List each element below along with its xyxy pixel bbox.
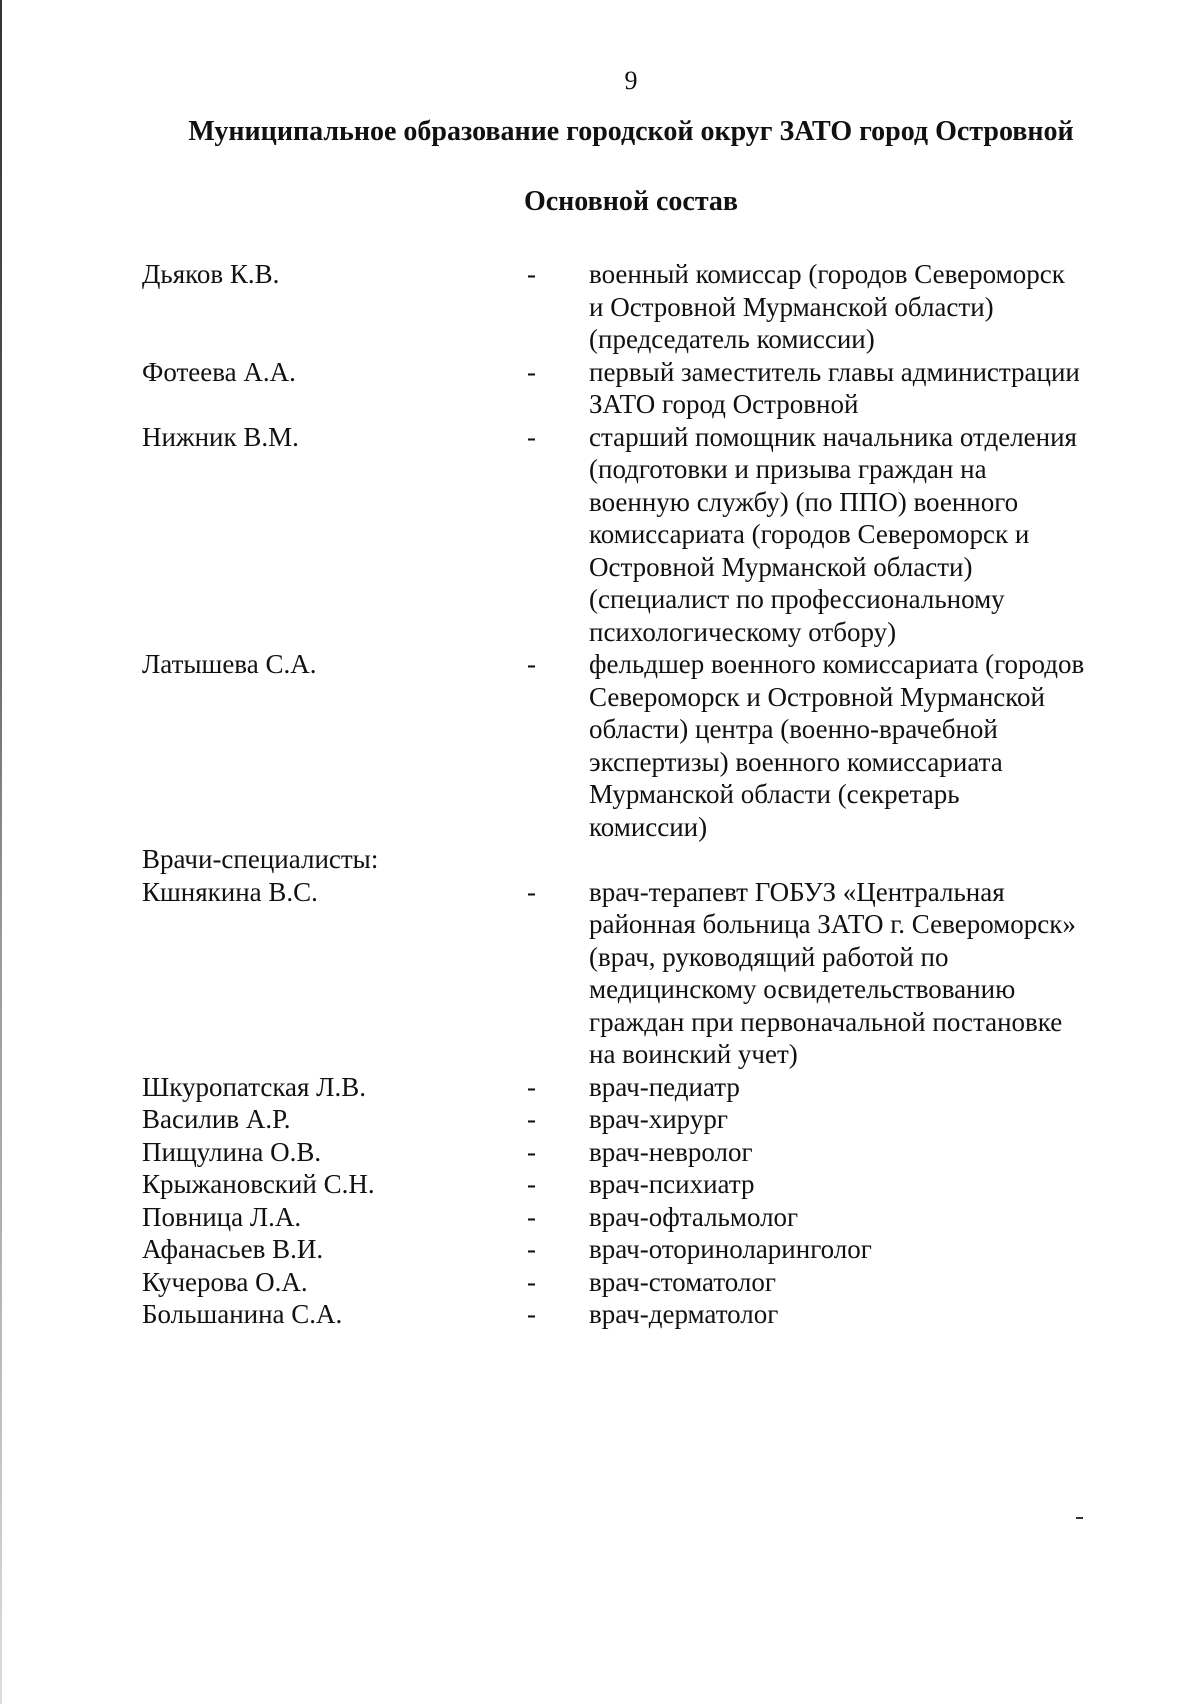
dash-separator: - bbox=[527, 1169, 536, 1199]
member-name: Шкуропатская Л.В. bbox=[142, 1071, 367, 1102]
main-members bbox=[142, 258, 1142, 843]
member-role bbox=[589, 1168, 1139, 1201]
role-line: Североморск и Островной Мурманской bbox=[589, 681, 1045, 712]
role-line: граждан при первоначальной постановке bbox=[589, 1006, 1063, 1037]
role-line: на воинский учет) bbox=[589, 1039, 798, 1069]
dash-separator: - bbox=[527, 1201, 536, 1232]
role-line: врач-дерматолог bbox=[589, 1299, 779, 1329]
role-line: психологическому отбору) bbox=[589, 616, 897, 647]
member-name: Крыжановский С.Н. bbox=[142, 1169, 375, 1199]
member-role bbox=[589, 1071, 1139, 1104]
member-row bbox=[142, 1201, 1142, 1234]
member-role bbox=[589, 1233, 1139, 1266]
role-line: военный комиссар (городов Североморск bbox=[589, 259, 1065, 289]
member-row bbox=[142, 1233, 1142, 1266]
dash-separator: - bbox=[527, 1136, 536, 1167]
member-row bbox=[142, 421, 1142, 649]
role-line: врач-педиатр bbox=[589, 1071, 740, 1102]
scan-mark bbox=[1076, 1517, 1083, 1519]
member-name: Афанасьев В.И. bbox=[142, 1234, 324, 1264]
role-line: (врач, руководящий работой по bbox=[589, 941, 949, 972]
role-line: военную службу) (по ППО) военного bbox=[589, 486, 1019, 517]
role-line: области) центра (военно-врачебной bbox=[589, 714, 998, 744]
dash-separator: - bbox=[527, 421, 536, 452]
role-line: врач-невролог bbox=[589, 1136, 753, 1167]
role-line: врач-оториноларинголог bbox=[589, 1234, 872, 1264]
role-line: комиссии) bbox=[589, 811, 708, 842]
member-row bbox=[142, 648, 1142, 843]
role-line: экспертизы) военного комиссариата bbox=[589, 746, 1003, 777]
role-line: ЗАТО город Островной bbox=[589, 389, 859, 419]
member-role bbox=[589, 1266, 1139, 1299]
role-line: врач-психиатр bbox=[589, 1169, 755, 1199]
member-role bbox=[589, 1136, 1139, 1169]
dash-separator: - bbox=[527, 1266, 536, 1297]
member-row bbox=[142, 1298, 1142, 1331]
member-row bbox=[142, 1136, 1142, 1169]
dash-separator: - bbox=[527, 1299, 536, 1329]
member-role bbox=[589, 356, 1139, 421]
member-name: Дьяков К.В. bbox=[142, 259, 280, 289]
role-line: врач-терапевт ГОБУЗ «Центральная bbox=[589, 876, 1005, 907]
member-name: Нижник В.М. bbox=[142, 421, 299, 452]
role-line: (подготовки и призыва граждан на bbox=[589, 454, 987, 484]
member-name: Латышева С.А. bbox=[142, 649, 317, 679]
role-line: комиссариата (городов Североморск и bbox=[589, 519, 1030, 549]
document-title: Муниципальное образование городской округ ЗАТО город Островной bbox=[188, 116, 1074, 147]
role-line: старший помощник начальника отделения bbox=[589, 421, 1077, 452]
role-line: Мурманской области (секретарь bbox=[589, 779, 960, 809]
role-line: (специалист по профессиональному bbox=[589, 584, 1005, 614]
role-line: врач-офтальмолог bbox=[589, 1201, 799, 1232]
member-role bbox=[589, 648, 1139, 843]
page-number: 9 bbox=[624, 66, 638, 95]
member-name: Повница Л.А. bbox=[142, 1201, 302, 1232]
role-line: врач-стоматолог bbox=[589, 1266, 776, 1297]
member-row bbox=[142, 1103, 1142, 1136]
member-row bbox=[142, 1071, 1142, 1104]
member-role bbox=[589, 1103, 1139, 1136]
section-title: Основной состав bbox=[523, 186, 739, 217]
dash-separator: - bbox=[527, 1071, 536, 1102]
member-name: Кучерова О.А. bbox=[142, 1266, 308, 1297]
member-row bbox=[142, 1266, 1142, 1299]
dash-separator: - bbox=[527, 1234, 536, 1264]
member-name: Большанина С.А. bbox=[142, 1299, 343, 1329]
doctor-members bbox=[142, 876, 1142, 1331]
member-row bbox=[142, 356, 1142, 421]
dash-separator: - bbox=[527, 259, 536, 289]
members-list bbox=[142, 258, 1142, 1331]
member-role bbox=[589, 258, 1139, 356]
dash-separator: - bbox=[527, 1104, 536, 1134]
member-role bbox=[589, 1298, 1139, 1331]
member-role bbox=[589, 421, 1139, 649]
dash-separator: - bbox=[527, 876, 536, 907]
member-name: Василив А.Р. bbox=[142, 1104, 291, 1134]
scan-edge-line bbox=[0, 0, 2, 1704]
doctors-label: Врачи-специалисты: bbox=[142, 844, 379, 874]
member-role bbox=[589, 1201, 1139, 1234]
role-line: врач-хирург bbox=[589, 1104, 728, 1134]
member-row bbox=[142, 876, 1142, 1071]
role-line: первый заместитель главы администрации bbox=[589, 356, 1080, 387]
role-line: медицинскому освидетельствованию bbox=[589, 974, 1016, 1004]
member-name: Кшнякина В.С. bbox=[142, 876, 318, 907]
role-line: и Островной Мурманской области) bbox=[589, 291, 994, 322]
member-role bbox=[589, 876, 1139, 1071]
role-line: Островной Мурманской области) bbox=[589, 551, 973, 582]
role-line: фельдшер военного комиссариата (городов bbox=[589, 649, 1085, 679]
member-row bbox=[142, 1168, 1142, 1201]
role-line: (председатель комиссии) bbox=[589, 324, 875, 354]
member-name: Фотеева А.А. bbox=[142, 356, 296, 387]
role-line: районная больница ЗАТО г. Североморск» bbox=[589, 909, 1076, 939]
member-name: Пищулина О.В. bbox=[142, 1136, 322, 1167]
member-row bbox=[142, 258, 1142, 356]
dash-separator: - bbox=[527, 356, 536, 387]
dash-separator: - bbox=[527, 649, 536, 679]
